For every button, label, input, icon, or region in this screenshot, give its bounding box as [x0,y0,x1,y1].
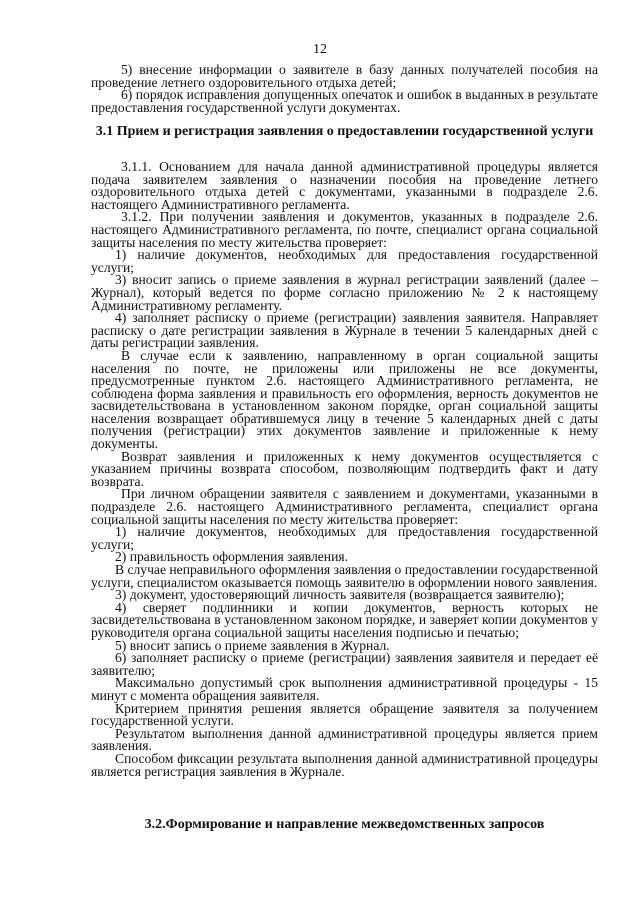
paragraph: Максимально допустимый срок выполнения административной процедуры - 15 минут с момента обращения заявителя. [91,675,598,703]
section-heading-3-1 [91,125,598,138]
list-item: 6) порядок исправления допущенных опечаток и ошибок в выданных в результате предоставления государственной услуги документах. [91,87,598,115]
paragraph: 3) документ, удостоверяющий личность заявителя (возвращается заявителю); [115,587,565,603]
paragraph: Возврат заявления и приложенных к нему документов осуществляется с указанием причины возврата способом, позволяющим подтвердить факт и дату возврата. [91,448,598,489]
section-heading-3-2 [91,818,598,831]
paragraph: 2) правильность оформления заявления. [115,549,349,565]
paragraph: 5) вносит запись о приеме заявления в Журнал. [115,637,390,653]
paragraph: Способом фиксации результата выполнения данной административной процедуры является регистрация заявления в Журнале. [91,750,598,779]
paragraph: 4) сверяет подлинники и копии документов, верность которых не засвидетельствована в установленном законом порядке, и заверяет копии документов у руководителя органа социальной защиты населения подписью и печатью; [91,599,598,640]
paragraph: Критерием принятия решения является обращение заявителя за получением государственной услуги. [91,700,598,729]
top-list [91,64,598,114]
paragraph: При личном обращении заявителя с заявлением и документами, указанными в подразделе 2.6. настоящего Административного регламента, специалист органа социальной защиты населения по месту жительства проверяет: [91,486,598,527]
paragraph: В случае неправильного оформления заявления о предоставлении государственной услуги, специалистом оказывается помощь заявителю в оформлении нового заявления. [91,562,599,590]
list-item: 5) внесение информации о заявителе в базу данных получателей пособия на проведение летнего оздоровительного отдыха детей; [91,62,598,90]
paragraph: 1) наличие документов, необходимых для предоставления государственной услуги; [91,247,598,275]
section-3-1-body [91,161,598,778]
section-title: 3.2.Формирование и направление межведомственных запросов [144,817,545,832]
paragraph: 4) заполняет расписку о приеме (регистрации) заявления заявителя. Направляет расписку о дате регистрации заявления в Журнале в течении 5 календарных дней с даты регистрации заявления. [91,310,598,351]
paragraph: 3) вносит запись о приеме заявления в журнал регистрации заявлений (далее – Журнал), который ведется по форме согласно приложению № 2 к настоящему Административному регламенту. [91,272,598,313]
paragraph: 6) заполняет расписку о приеме (регистрации) заявления заявителя и передает её заявителю; [91,650,598,678]
paragraph: 1) наличие документов, необходимых для предоставления государственной услуги; [91,524,598,552]
paragraph: Результатом выполнения данной административной процедуры является прием заявления. [91,725,598,754]
page-number: 12 [313,42,327,57]
paragraph: В случае если к заявлению, направленному в орган социальной защиты населения по почте, не приложены или приложены не все документы, предусмотренные пунктом 2.6. настоящего Административного регламента, не соблюдена форма заявления и правильность его оформления, верность документов не засвидетельствована в установленном законом порядке, орган социальной защиты населения возвращает обратившемуся лицу в течение 5 календарных дней с даты получения (регистрации) этих документов заявление и приложенные к нему документы. [91,347,598,452]
paragraph: 3.1.1. Основанием для начала данной административной процедуры является подача заявителем заявления о назначении пособия на проведение летнего оздоровительного отдыха детей с документами, указанными в подразделе 2.6. настоящего Административного регламента. [91,159,598,212]
paragraph: 3.1.2. При получении заявления и документов, указанных в подразделе 2.6. настоящего Административного регламента, по почте, специалист органа социальной защиты населения по месту жительства проверяет: [91,209,598,250]
section-title: 3.1 Прием и регистрация заявления о предоставлении государственной услуги [95,124,594,139]
